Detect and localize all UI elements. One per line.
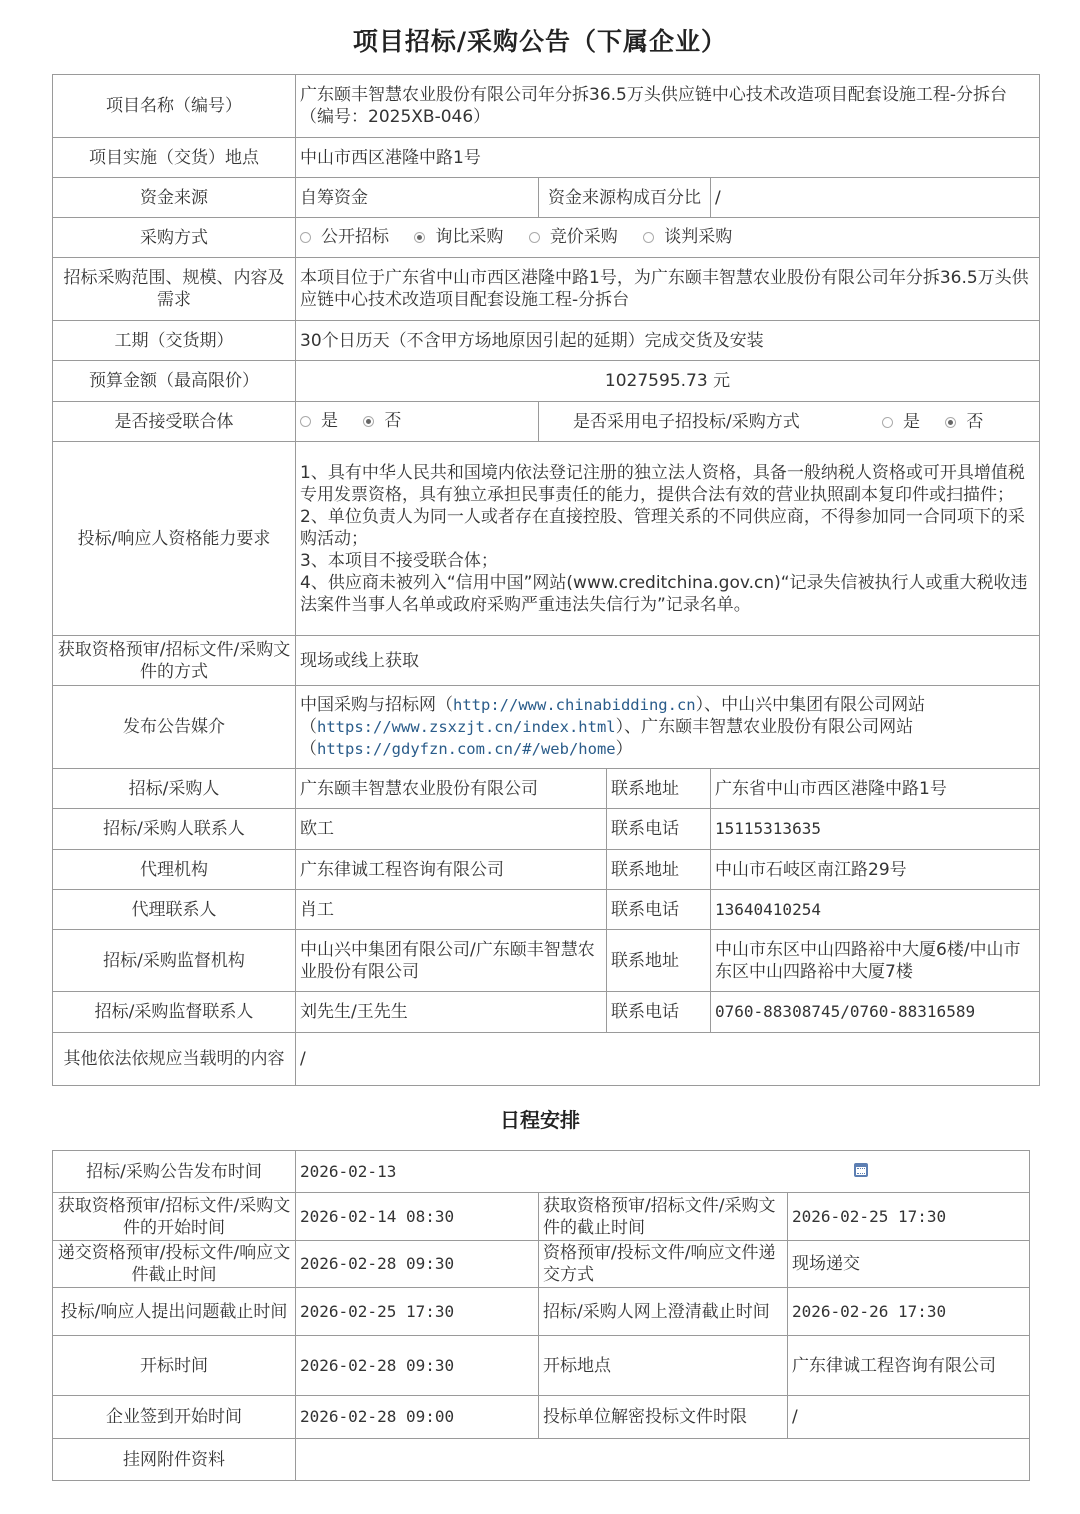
purchaser-value: 广东颐丰智慧农业股份有限公司 [296, 769, 607, 809]
other-label: 其他依法依规应当载明的内容 [53, 1033, 296, 1086]
gdyfzn-link[interactable]: https://gdyfzn.com.cn/#/web/home [317, 740, 616, 758]
electronic-cell [539, 402, 1040, 442]
project-info-table [52, 74, 1040, 1086]
supervisor-addr-label: 联系地址 [607, 930, 711, 992]
fund-ratio-value: / [711, 178, 1040, 218]
supervisor-value: 中山兴中集团有限公司/广东颐丰智慧农业股份有限公司 [296, 930, 607, 992]
purchaser-contact-label: 招标/采购人联系人 [53, 809, 296, 850]
row-attachments [53, 1439, 1030, 1481]
electronic-no[interactable]: 否 [945, 411, 983, 433]
schedule-table [52, 1150, 1030, 1481]
agency-phone-label: 联系电话 [607, 890, 711, 930]
media-value: 中国采购与招标网（http://www.chinabidding.cn）、中山兴中集团有限公司网站（https://www.zsxzjt.cn/index.html）、广东颐丰智慧农业股份有限公司网站（https://gdyfzn.com.cn/#/web/home） [296, 686, 1040, 769]
qualification-label: 投标/响应人资格能力要求 [53, 442, 296, 636]
row-question [53, 1288, 1030, 1336]
supervisor-phone-label: 联系电话 [607, 992, 711, 1033]
purchaser-phone-value: 15115313635 [711, 809, 1040, 850]
row-qualification [53, 442, 1040, 636]
scope-label: 招标采购范围、规模、内容及需求 [53, 258, 296, 321]
consortium-label: 是否接受联合体 [53, 402, 296, 442]
calendar-icon[interactable] [854, 1163, 868, 1177]
decrypt-value: / [788, 1396, 1030, 1439]
obtain-end-label: 获取资格预审/招标文件/采购文件的截止时间 [539, 1193, 788, 1241]
row-location [53, 138, 1040, 178]
method-option-negotiation[interactable]: 谈判采购 [643, 226, 732, 248]
radio-icon[interactable] [300, 232, 311, 243]
location-value: 中山市西区港隆中路1号 [296, 138, 1040, 178]
project-name-value: 广东颐丰智慧农业股份有限公司年分拆36.5万头供应链中心技术改造项目配套设施工程-分拆台（编号：2025XB-046） [296, 75, 1040, 138]
radio-checked-icon[interactable] [363, 416, 374, 427]
signin-label: 企业签到开始时间 [53, 1396, 296, 1439]
row-obtain [53, 636, 1040, 686]
supervisor-contact-value: 刘先生/王先生 [296, 992, 607, 1033]
open-place-label: 开标地点 [539, 1336, 788, 1396]
agency-addr-value: 中山市石岐区南江路29号 [711, 850, 1040, 890]
radio-icon[interactable] [300, 416, 311, 427]
decrypt-label: 投标单位解密投标文件时限 [539, 1396, 788, 1439]
radio-checked-icon[interactable] [414, 232, 425, 243]
purchaser-phone-label: 联系电话 [607, 809, 711, 850]
row-supervisor-contact [53, 992, 1040, 1033]
row-open [53, 1336, 1030, 1396]
project-name-label: 项目名称（编号） [53, 75, 296, 138]
row-budget [53, 361, 1040, 402]
method-option-bidding[interactable]: 竞价采购 [529, 226, 618, 248]
clarify-deadline-label: 招标/采购人网上澄清截止时间 [539, 1288, 788, 1336]
submit-deadline-value: 2026-02-28 09:30 [296, 1241, 539, 1288]
row-consortium [53, 402, 1040, 442]
media-label: 发布公告媒介 [53, 686, 296, 769]
publish-value: 2026-02-13 [300, 1161, 397, 1181]
location-label: 项目实施（交货）地点 [53, 138, 296, 178]
row-agency-contact [53, 890, 1040, 930]
row-period [53, 321, 1040, 361]
open-time-label: 开标时间 [53, 1336, 296, 1396]
row-supervisor [53, 930, 1040, 992]
method-options [296, 218, 1040, 258]
radio-icon[interactable] [529, 232, 540, 243]
agency-value: 广东律诚工程咨询有限公司 [296, 850, 607, 890]
qualification-item: 1、具有中华人民共和国境内依法登记注册的独立法人资格，具备一般纳税人资格或可开具增值税专用发票资格，具有独立承担民事责任的能力，提供合法有效的营业执照副本复印件或扫描件； [300, 462, 1025, 505]
schedule-title: 日程安排 [500, 1108, 580, 1132]
fund-source-value: 自筹资金 [296, 178, 539, 218]
question-deadline-label: 投标/响应人提出问题截止时间 [53, 1288, 296, 1336]
question-deadline-value: 2026-02-25 17:30 [296, 1288, 539, 1336]
clarify-deadline-value: 2026-02-26 17:30 [788, 1288, 1030, 1336]
row-scope [53, 258, 1040, 321]
supervisor-contact-label: 招标/采购监督联系人 [53, 992, 296, 1033]
row-purchaser [53, 769, 1040, 809]
agency-contact-label: 代理联系人 [53, 890, 296, 930]
agency-addr-label: 联系地址 [607, 850, 711, 890]
agency-contact-value: 肖工 [296, 890, 607, 930]
attachments-value[interactable] [296, 1439, 1030, 1481]
row-submit [53, 1241, 1030, 1288]
consortium-yes[interactable]: 是 [300, 410, 338, 432]
radio-icon[interactable] [643, 232, 654, 243]
page-title: 项目招标/采购公告（下属企业） [352, 27, 728, 56]
method-option-public[interactable]: 公开招标 [300, 226, 389, 248]
row-obtain-time [53, 1193, 1030, 1241]
row-project-name [53, 75, 1040, 138]
publish-value-cell[interactable] [296, 1151, 1030, 1193]
open-place-value: 广东律诚工程咨询有限公司 [788, 1336, 1030, 1396]
row-fund [53, 178, 1040, 218]
purchaser-label: 招标/采购人 [53, 769, 296, 809]
budget-label: 预算金额（最高限价） [53, 361, 296, 402]
supervisor-addr-value: 中山市东区中山四路裕中大厦6楼/中山市东区中山四路裕中大厦7楼 [711, 930, 1040, 992]
agency-phone-value: 13640410254 [711, 890, 1040, 930]
row-signin [53, 1396, 1030, 1439]
purchaser-addr-value: 广东省中山市西区港隆中路1号 [711, 769, 1040, 809]
qualification-item: 3、本项目不接受联合体； [300, 550, 498, 571]
obtain-label: 获取资格预审/招标文件/采购文件的方式 [53, 636, 296, 686]
zsxzjt-link[interactable]: https://www.zsxzjt.cn/index.html [317, 718, 616, 736]
method-label: 采购方式 [53, 218, 296, 258]
qualification-item: 4、供应商未被列入“信用中国”网站(www.creditchina.gov.cn)“记录失信被执行人或重大税收违法案件当事人名单或政府采购严重违法失信行为”记录名单。 [300, 572, 1028, 615]
row-purchaser-contact [53, 809, 1040, 850]
submit-method-value: 现场递交 [788, 1241, 1030, 1288]
period-label: 工期（交货期） [53, 321, 296, 361]
chinabidding-link[interactable]: http://www.chinabidding.cn [453, 696, 696, 714]
row-media [53, 686, 1040, 769]
consortium-no[interactable]: 否 [363, 410, 401, 432]
electronic-options [882, 411, 1003, 434]
signin-value: 2026-02-28 09:00 [296, 1396, 539, 1439]
scope-value: 本项目位于广东省中山市西区港隆中路1号，为广东颐丰智慧农业股份有限公司年分拆36.5万头供应链中心技术改造项目配套设施工程-分拆台 [296, 258, 1040, 321]
consortium-options [296, 402, 539, 442]
electronic-label: 是否采用电子招投标/采购方式 [573, 411, 800, 432]
obtain-start-value: 2026-02-14 08:30 [296, 1193, 539, 1241]
obtain-value: 现场或线上获取 [296, 636, 1040, 686]
fund-source-label: 资金来源 [53, 178, 296, 218]
radio-checked-icon[interactable] [945, 417, 956, 428]
qualification-item: 2、单位负责人为同一人或者存在直接控股、管理关系的不同供应商，不得参加同一合同项下的采购活动； [300, 506, 1025, 549]
supervisor-phone-value: 0760-88308745/0760-88316589 [711, 992, 1040, 1033]
row-publish [53, 1151, 1030, 1193]
submit-deadline-label: 递交资格预审/投标文件/响应文件截止时间 [53, 1241, 296, 1288]
supervisor-label: 招标/采购监督机构 [53, 930, 296, 992]
method-option-inquiry[interactable]: 询比采购 [414, 226, 503, 248]
radio-icon[interactable] [882, 417, 893, 428]
other-value: / [296, 1033, 1040, 1086]
qualification-value [296, 442, 1040, 636]
row-agency [53, 850, 1040, 890]
period-value: 30个日历天（不含甲方场地原因引起的延期）完成交货及安装 [296, 321, 1040, 361]
fund-ratio-label: 资金来源构成百分比 [539, 178, 711, 218]
publish-label: 招标/采购公告发布时间 [53, 1151, 296, 1193]
budget-value: 1027595.73 元 [296, 361, 1040, 402]
open-time-value: 2026-02-28 09:30 [296, 1336, 539, 1396]
electronic-yes[interactable]: 是 [882, 411, 920, 433]
row-method [53, 218, 1040, 258]
attachments-label: 挂网附件资料 [53, 1439, 296, 1481]
purchaser-contact-value: 欧工 [296, 809, 607, 850]
row-other [53, 1033, 1040, 1086]
agency-label: 代理机构 [53, 850, 296, 890]
obtain-end-value: 2026-02-25 17:30 [788, 1193, 1030, 1241]
submit-method-label: 资格预审/投标文件/响应文件递交方式 [539, 1241, 788, 1288]
purchaser-addr-label: 联系地址 [607, 769, 711, 809]
obtain-start-label: 获取资格预审/招标文件/采购文件的开始时间 [53, 1193, 296, 1241]
